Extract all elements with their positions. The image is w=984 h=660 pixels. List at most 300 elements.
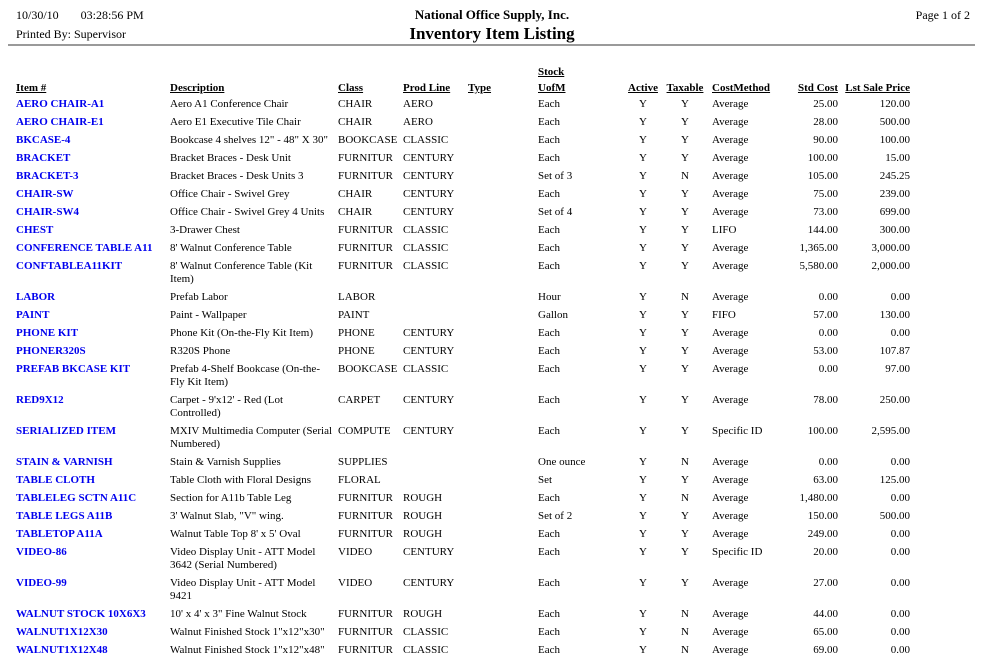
cell-active: Y <box>639 528 647 540</box>
cell-std: 0.00 <box>818 363 838 375</box>
table-row <box>16 606 910 624</box>
cell-price: 699.00 <box>879 206 910 218</box>
col-header-active: Active <box>628 82 658 94</box>
report-date: 10/30/10 <box>16 8 59 22</box>
cell-item <box>16 132 170 150</box>
cell-type <box>468 642 538 660</box>
table-row <box>16 132 910 150</box>
table-row <box>16 258 910 289</box>
cell-std: 20.00 <box>813 546 838 558</box>
cell-prod: CLASSIC <box>403 134 449 146</box>
cell-uofm: Each <box>538 546 560 558</box>
cell-item <box>16 222 170 240</box>
table-row <box>16 361 910 392</box>
cell-active: Y <box>639 425 647 437</box>
cell-prod: CLASSIC <box>403 260 449 272</box>
cell-price: 245.25 <box>879 170 910 182</box>
cell-uofm: Each <box>538 394 560 406</box>
cell-price: 0.00 <box>890 626 910 638</box>
cell-cost: Average <box>712 98 749 110</box>
cell-desc: Phone Kit (On-the-Fly Kit Item) <box>170 327 313 339</box>
item-link[interactable]: STAIN & VARNISH <box>16 456 113 468</box>
cell-taxable: Y <box>681 528 689 540</box>
cell-prod: ROUGH <box>403 510 443 522</box>
cell-uofm: Each <box>538 345 560 357</box>
cell-taxable: Y <box>681 224 689 236</box>
cell-cost: Average <box>712 345 749 357</box>
cell-std: 53.00 <box>813 345 838 357</box>
cell-std: 27.00 <box>813 577 838 589</box>
cell-cost: Specific ID <box>712 425 763 437</box>
cell-prod: ROUGH <box>403 528 443 540</box>
cell-taxable: Y <box>681 363 689 375</box>
cell-active: Y <box>639 260 647 272</box>
item-link[interactable]: WALNUT1X12X30 <box>16 626 108 638</box>
table-row <box>16 490 910 508</box>
cell-taxable: Y <box>681 546 689 558</box>
cell-std: 144.00 <box>807 224 838 236</box>
cell-taxable: Y <box>681 260 689 272</box>
cell-prod: CENTURY <box>403 170 455 182</box>
cell-type <box>468 168 538 186</box>
cell-cost: Average <box>712 188 749 200</box>
cell-active: Y <box>639 291 647 303</box>
cell-cls: FURNITUR <box>338 626 394 638</box>
cell-active: Y <box>639 345 647 357</box>
cell-cost: Average <box>712 474 749 486</box>
item-link[interactable]: BRACKET <box>16 152 71 164</box>
item-link[interactable]: VIDEO-86 <box>16 546 67 558</box>
cell-type <box>468 544 538 575</box>
cell-desc: Video Display Unit - ATT Model 3642 (Serial Numbered) <box>170 546 316 571</box>
cell-prod: AERO <box>403 116 433 128</box>
cell-std: 63.00 <box>813 474 838 486</box>
cell-std: 5,580.00 <box>799 260 838 272</box>
cell-type <box>468 490 538 508</box>
table-header-row-stock <box>16 64 910 80</box>
table-header <box>16 64 910 96</box>
cell-desc: 8' Walnut Conference Table <box>170 242 292 254</box>
cell-type <box>468 307 538 325</box>
cell-cost: Average <box>712 394 749 406</box>
cell-cls: FURNITUR <box>338 260 394 272</box>
cell-item <box>16 168 170 186</box>
cell-active: Y <box>639 327 647 339</box>
table-row <box>16 186 910 204</box>
col-header-item: Item # <box>16 82 47 94</box>
table-row <box>16 204 910 222</box>
cell-type <box>468 96 538 114</box>
cell-prod: CENTURY <box>403 188 455 200</box>
cell-uofm: One ounce <box>538 456 586 468</box>
item-link[interactable]: VIDEO-99 <box>16 577 67 589</box>
cell-taxable: Y <box>681 188 689 200</box>
cell-desc: Bracket Braces - Desk Unit <box>170 152 291 164</box>
cell-item <box>16 307 170 325</box>
cell-price: 239.00 <box>879 188 910 200</box>
cell-uofm: Each <box>538 577 560 589</box>
cell-std: 100.00 <box>807 152 838 164</box>
cell-cls: FURNITUR <box>338 492 394 504</box>
cell-cost: Average <box>712 528 749 540</box>
cell-desc: 10' x 4' x 3" Fine Walnut Stock <box>170 608 307 620</box>
cell-type <box>468 361 538 392</box>
cell-item <box>16 186 170 204</box>
cell-cls: BOOKCASE <box>338 134 398 146</box>
cell-prod: CLASSIC <box>403 626 449 638</box>
cell-std: 44.00 <box>813 608 838 620</box>
cell-cls: CHAIR <box>338 206 373 218</box>
col-header-taxable: Taxable <box>666 82 704 94</box>
cell-std: 105.00 <box>807 170 838 182</box>
cell-cls: CHAIR <box>338 188 373 200</box>
cell-price: 0.00 <box>890 644 910 656</box>
cell-item <box>16 508 170 526</box>
cell-uofm: Each <box>538 644 560 656</box>
item-link[interactable]: CONFERENCE TABLE A11 <box>16 242 153 254</box>
item-link[interactable]: BKCASE-4 <box>16 134 71 146</box>
item-link[interactable]: WALNUT1X12X48 <box>16 644 108 656</box>
item-link[interactable]: SERIALIZED ITEM <box>16 425 116 437</box>
cell-std: 0.00 <box>818 291 838 303</box>
cell-price: 0.00 <box>890 456 910 468</box>
cell-cost: Average <box>712 577 749 589</box>
table-row <box>16 343 910 361</box>
cell-std: 249.00 <box>807 528 838 540</box>
cell-std: 65.00 <box>813 626 838 638</box>
cell-price: 500.00 <box>879 116 910 128</box>
cell-uofm: Each <box>538 492 560 504</box>
cell-taxable: Y <box>681 577 689 589</box>
cell-active: Y <box>639 474 647 486</box>
cell-active: Y <box>639 492 647 504</box>
cell-item <box>16 114 170 132</box>
cell-active: Y <box>639 546 647 558</box>
cell-prod: CENTURY <box>403 327 455 339</box>
cell-type <box>468 289 538 307</box>
cell-desc: Aero E1 Executive Tile Chair <box>170 116 301 128</box>
cell-desc: 3-Drawer Chest <box>170 224 240 236</box>
cell-price: 130.00 <box>879 309 910 321</box>
cell-cls: LABOR <box>338 291 376 303</box>
cell-active: Y <box>639 170 647 182</box>
cell-active: Y <box>639 224 647 236</box>
cell-active: Y <box>639 309 647 321</box>
cell-type <box>468 575 538 606</box>
cell-active: Y <box>639 644 647 656</box>
cell-cost: Specific ID <box>712 546 763 558</box>
cell-item <box>16 289 170 307</box>
cell-cost: Average <box>712 134 749 146</box>
cell-active: Y <box>639 456 647 468</box>
cell-std: 69.00 <box>813 644 838 656</box>
item-link[interactable]: PREFAB BKCASE KIT <box>16 363 131 375</box>
item-link[interactable]: PAINT <box>16 309 50 321</box>
cell-price: 0.00 <box>890 608 910 620</box>
cell-cls: CHAIR <box>338 98 373 110</box>
cell-type <box>468 132 538 150</box>
table-row <box>16 642 910 660</box>
cell-active: Y <box>639 394 647 406</box>
cell-type <box>468 240 538 258</box>
cell-uofm: Each <box>538 608 560 620</box>
col-header-stdcost: Std Cost <box>797 82 838 94</box>
cell-taxable: Y <box>681 134 689 146</box>
cell-std: 73.00 <box>813 206 838 218</box>
cell-cls: FURNITUR <box>338 170 394 182</box>
cell-active: Y <box>639 116 647 128</box>
cell-uofm: Set <box>538 474 553 486</box>
cell-type <box>468 150 538 168</box>
cell-desc: Bookcase 4 shelves 12" - 48" X 30" <box>170 134 328 146</box>
cell-taxable: Y <box>681 242 689 254</box>
cell-cls: FURNITUR <box>338 242 394 254</box>
cell-std: 90.00 <box>813 134 838 146</box>
item-link[interactable]: CHEST <box>16 224 54 236</box>
cell-item <box>16 490 170 508</box>
cell-price: 97.00 <box>885 363 910 375</box>
cell-desc: Office Chair - Swivel Grey <box>170 188 290 200</box>
table-row <box>16 114 910 132</box>
cell-cost: Average <box>712 363 749 375</box>
cell-type <box>468 526 538 544</box>
cell-type <box>468 343 538 361</box>
cell-uofm: Set of 3 <box>538 170 573 182</box>
col-header-class: Class <box>338 82 364 94</box>
cell-price: 500.00 <box>879 510 910 522</box>
cell-active: Y <box>639 152 647 164</box>
cell-desc: Paint - Wallpaper <box>170 309 247 321</box>
cell-active: Y <box>639 577 647 589</box>
cell-price: 100.00 <box>879 134 910 146</box>
table-row <box>16 575 910 606</box>
table-row <box>16 307 910 325</box>
inventory-table <box>16 64 910 660</box>
cell-taxable: N <box>681 492 689 504</box>
cell-cost: Average <box>712 116 749 128</box>
cell-price: 15.00 <box>885 152 910 164</box>
cell-uofm: Each <box>538 425 560 437</box>
cell-cls: VIDEO <box>338 546 373 558</box>
col-header-prodline: Prod Line <box>403 82 451 94</box>
cell-cls: CARPET <box>338 394 381 406</box>
printed-by: Printed By: Supervisor <box>16 27 126 41</box>
cell-desc: Office Chair - Swivel Grey 4 Units <box>170 206 325 218</box>
cell-active: Y <box>639 608 647 620</box>
cell-taxable: Y <box>681 394 689 406</box>
cell-type <box>468 325 538 343</box>
cell-price: 120.00 <box>879 98 910 110</box>
cell-item <box>16 96 170 114</box>
cell-item <box>16 544 170 575</box>
cell-cls: FURNITUR <box>338 224 394 236</box>
cell-item <box>16 343 170 361</box>
table-row <box>16 624 910 642</box>
cell-prod <box>403 454 468 472</box>
cell-desc: Aero A1 Conference Chair <box>170 98 289 110</box>
cell-item <box>16 642 170 660</box>
cell-prod: CENTURY <box>403 425 455 437</box>
cell-cls: PHONE <box>338 345 375 357</box>
cell-cls: FURNITUR <box>338 644 394 656</box>
cell-desc: Walnut Table Top 8' x 5' Oval <box>170 528 301 540</box>
item-link[interactable]: PHONER320S <box>16 345 86 357</box>
table-body <box>16 96 910 660</box>
cell-uofm: Gallon <box>538 309 568 321</box>
cell-cost: Average <box>712 492 749 504</box>
cell-type <box>468 258 538 289</box>
cell-desc: Prefab Labor <box>170 291 228 303</box>
item-link[interactable]: TABLE LEGS A11B <box>16 510 113 522</box>
col-header-stock: Stock <box>538 66 565 78</box>
cell-cls: FURNITUR <box>338 510 394 522</box>
cell-prod: CENTURY <box>403 546 455 558</box>
item-link[interactable]: PHONE KIT <box>16 327 79 339</box>
cell-prod: CLASSIC <box>403 224 449 236</box>
cell-cost: Average <box>712 608 749 620</box>
cell-std: 25.00 <box>813 98 838 110</box>
cell-active: Y <box>639 206 647 218</box>
cell-std: 1,365.00 <box>799 242 838 254</box>
cell-active: Y <box>639 242 647 254</box>
item-link[interactable]: RED9X12 <box>16 394 64 406</box>
item-link[interactable]: AERO CHAIR-A1 <box>16 98 105 110</box>
cell-cls: COMPUTE <box>338 425 391 437</box>
cell-price: 2,000.00 <box>871 260 910 272</box>
cell-type <box>468 454 538 472</box>
cell-item <box>16 392 170 423</box>
cell-item <box>16 204 170 222</box>
report-title: Inventory Item Listing <box>409 24 575 43</box>
table-row <box>16 508 910 526</box>
cell-cls: CHAIR <box>338 116 373 128</box>
cell-desc: 8' Walnut Conference Table (Kit Item) <box>170 260 313 285</box>
cell-uofm: Each <box>538 152 560 164</box>
item-link[interactable]: CONFTABLEA11KIT <box>16 260 123 272</box>
cell-desc: R320S Phone <box>170 345 231 357</box>
cell-prod <box>403 472 468 490</box>
cell-prod: CENTURY <box>403 206 455 218</box>
cell-taxable: Y <box>681 116 689 128</box>
cell-prod: ROUGH <box>403 608 443 620</box>
cell-item <box>16 258 170 289</box>
item-link[interactable]: TABLETOP A11A <box>16 528 103 540</box>
item-link[interactable]: TABLE CLOTH <box>16 474 95 486</box>
cell-price: 0.00 <box>890 577 910 589</box>
cell-item <box>16 472 170 490</box>
item-link[interactable]: AERO CHAIR-E1 <box>16 116 104 128</box>
cell-cost: Average <box>712 456 749 468</box>
col-header-type: Type <box>468 82 492 94</box>
cell-cls: FLORAL <box>338 474 381 486</box>
table-header-row <box>16 80 910 96</box>
cell-prod: CLASSIC <box>403 644 449 656</box>
cell-taxable: Y <box>681 309 689 321</box>
table-row <box>16 472 910 490</box>
item-link[interactable]: CHAIR-SW <box>16 188 74 200</box>
cell-price: 107.87 <box>879 345 910 357</box>
cell-std: 0.00 <box>818 456 838 468</box>
cell-cost: Average <box>712 260 749 272</box>
page-number: Page 1 of 2 <box>915 8 970 22</box>
cell-active: Y <box>639 98 647 110</box>
item-link[interactable]: CHAIR-SW4 <box>16 206 79 218</box>
cell-prod <box>403 289 468 307</box>
cell-uofm: Each <box>538 260 560 272</box>
cell-taxable: N <box>681 644 689 656</box>
cell-item <box>16 150 170 168</box>
cell-taxable: Y <box>681 425 689 437</box>
cell-std: 150.00 <box>807 510 838 522</box>
cell-price: 0.00 <box>890 492 910 504</box>
cell-item <box>16 361 170 392</box>
item-link[interactable]: WALNUT STOCK 10X6X3 <box>16 608 146 620</box>
report-time: 03:28:56 PM <box>80 8 144 22</box>
cell-price: 3,000.00 <box>871 242 910 254</box>
table-row <box>16 289 910 307</box>
item-link[interactable]: TABLELEG SCTN A11C <box>16 492 137 504</box>
cell-cost: FIFO <box>712 309 736 321</box>
cell-cost: Average <box>712 327 749 339</box>
cell-type <box>468 624 538 642</box>
cell-cost: Average <box>712 291 749 303</box>
cell-cls: BOOKCASE <box>338 363 398 375</box>
cell-cls: PAINT <box>338 309 370 321</box>
col-header-description: Description <box>170 82 225 94</box>
cell-taxable: N <box>681 170 689 182</box>
cell-desc: Prefab 4-Shelf Bookcase (On-the-Fly Kit Item) <box>170 363 320 388</box>
cell-type <box>468 114 538 132</box>
table-row <box>16 96 910 114</box>
item-link[interactable]: BRACKET-3 <box>16 170 79 182</box>
cell-desc: Section for A11b Table Leg <box>170 492 292 504</box>
cell-prod: CLASSIC <box>403 242 449 254</box>
cell-desc: Table Cloth with Floral Designs <box>170 474 311 486</box>
cell-item <box>16 624 170 642</box>
cell-desc: Video Display Unit - ATT Model 9421 <box>170 577 316 602</box>
cell-taxable: Y <box>681 327 689 339</box>
cell-active: Y <box>639 134 647 146</box>
cell-desc: Walnut Finished Stock 1"x12"x48" <box>170 644 325 656</box>
cell-cost: Average <box>712 206 749 218</box>
cell-std: 1,480.00 <box>799 492 838 504</box>
cell-taxable: Y <box>681 345 689 357</box>
cell-cls: SUPPLIES <box>338 456 388 468</box>
cell-cost: Average <box>712 242 749 254</box>
cell-taxable: Y <box>681 152 689 164</box>
cell-uofm: Each <box>538 242 560 254</box>
cell-item <box>16 325 170 343</box>
cell-price: 250.00 <box>879 394 910 406</box>
cell-taxable: Y <box>681 98 689 110</box>
cell-cls: PHONE <box>338 327 375 339</box>
cell-uofm: Each <box>538 116 560 128</box>
cell-price: 0.00 <box>890 528 910 540</box>
item-link[interactable]: LABOR <box>16 291 56 303</box>
table-row <box>16 454 910 472</box>
cell-cost: Average <box>712 510 749 522</box>
cell-type <box>468 606 538 624</box>
cell-prod: CENTURY <box>403 152 455 164</box>
cell-taxable: N <box>681 626 689 638</box>
cell-desc: Walnut Finished Stock 1"x12"x30" <box>170 626 325 638</box>
cell-active: Y <box>639 510 647 522</box>
cell-uofm: Set of 2 <box>538 510 573 522</box>
cell-taxable: Y <box>681 206 689 218</box>
report-header <box>0 0 984 46</box>
cell-std: 78.00 <box>813 394 838 406</box>
cell-std: 75.00 <box>813 188 838 200</box>
